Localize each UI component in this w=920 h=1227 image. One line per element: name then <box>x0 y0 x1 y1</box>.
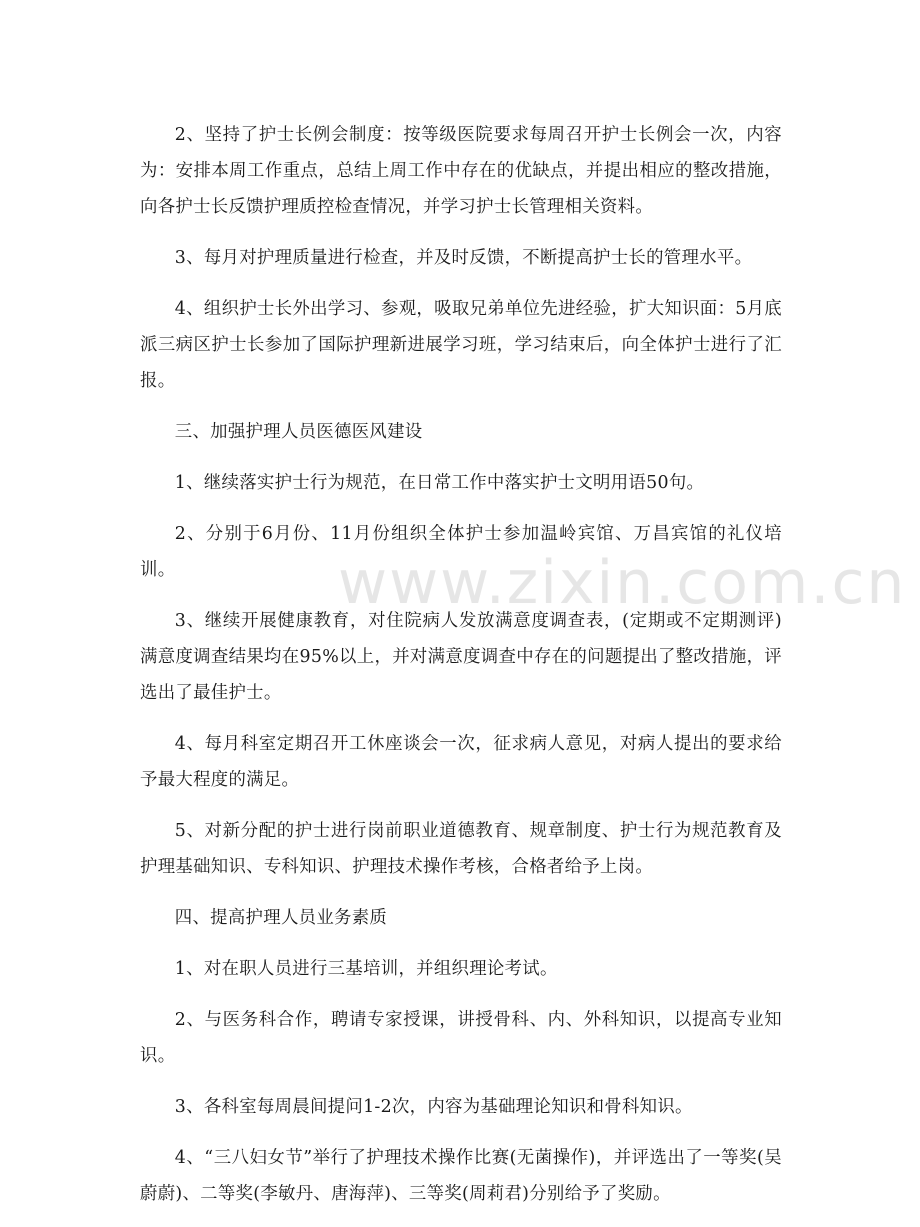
paragraph: 3、各科室每周晨间提问1-2次，内容为基础理论知识和骨科知识。 <box>174 1097 693 1117</box>
paragraph: 3、继续开展健康教育，对住院病人发放满意度调查表，(定期或不定期测评)满意度调查结果均在95%以上，并对满意度调查中存在的问题提出了整改措施，评选出了最佳护士。 <box>140 611 782 703</box>
paragraph: 5、对新分配的护士进行岗前职业道德教育、规章制度、护士行为规范教育及护理基础知识、专科知识、护理技术操作考核，合格者给予上岗。 <box>140 821 782 877</box>
paragraph: 2、坚持了护士长例会制度：按等级医院要求每周召开护士长例会一次，内容为：安排本周工作重点，总结上周工作中存在的优缺点，并提出相应的整改措施，向各护士长反馈护理质控检查情况，并学习护士长管理相关资料。 <box>140 125 782 217</box>
paragraph: 4、每月科室定期召开工休座谈会一次，征求病人意见，对病人提出的要求给予最大程度的满足。 <box>140 734 782 790</box>
paragraph: 4、“三八妇女节”举行了护理技术操作比赛(无菌操作)，并评选出了一等奖(吴蔚蔚)、二等奖(李敏丹、唐海萍)、三等奖(周莉君)分别给予了奖励。 <box>140 1148 782 1204</box>
paragraph: 2、分别于6月份、11月份组织全体护士参加温岭宾馆、万昌宾馆的礼仪培训。 <box>140 524 782 580</box>
paragraph: 3、每月对护理质量进行检查，并及时反馈，不断提高护士长的管理水平。 <box>174 248 753 268</box>
paragraph: 2、与医务科合作，聘请专家授课，讲授骨科、内、外科知识，以提高专业知识。 <box>140 1010 782 1066</box>
paragraph: 4、组织护士长外出学习、参观，吸取兄弟单位先进经验，扩大知识面：5月底派三病区护士长参加了国际护理新进展学习班，学习结束后，向全体护士进行了汇报。 <box>140 299 782 391</box>
paragraph: 1、继续落实护士行为规范，在日常工作中落实护士文明用语50句。 <box>174 473 705 493</box>
section-heading: 四、提高护理人员业务素质 <box>174 908 388 928</box>
document-body <box>140 117 782 1227</box>
paragraph: 1、对在职人员进行三基培训，并组织理论考试。 <box>174 959 558 979</box>
watermark: www.zixin.com.cn <box>338 548 907 618</box>
section-heading: 三、加强护理人员医德医风建设 <box>174 422 423 442</box>
